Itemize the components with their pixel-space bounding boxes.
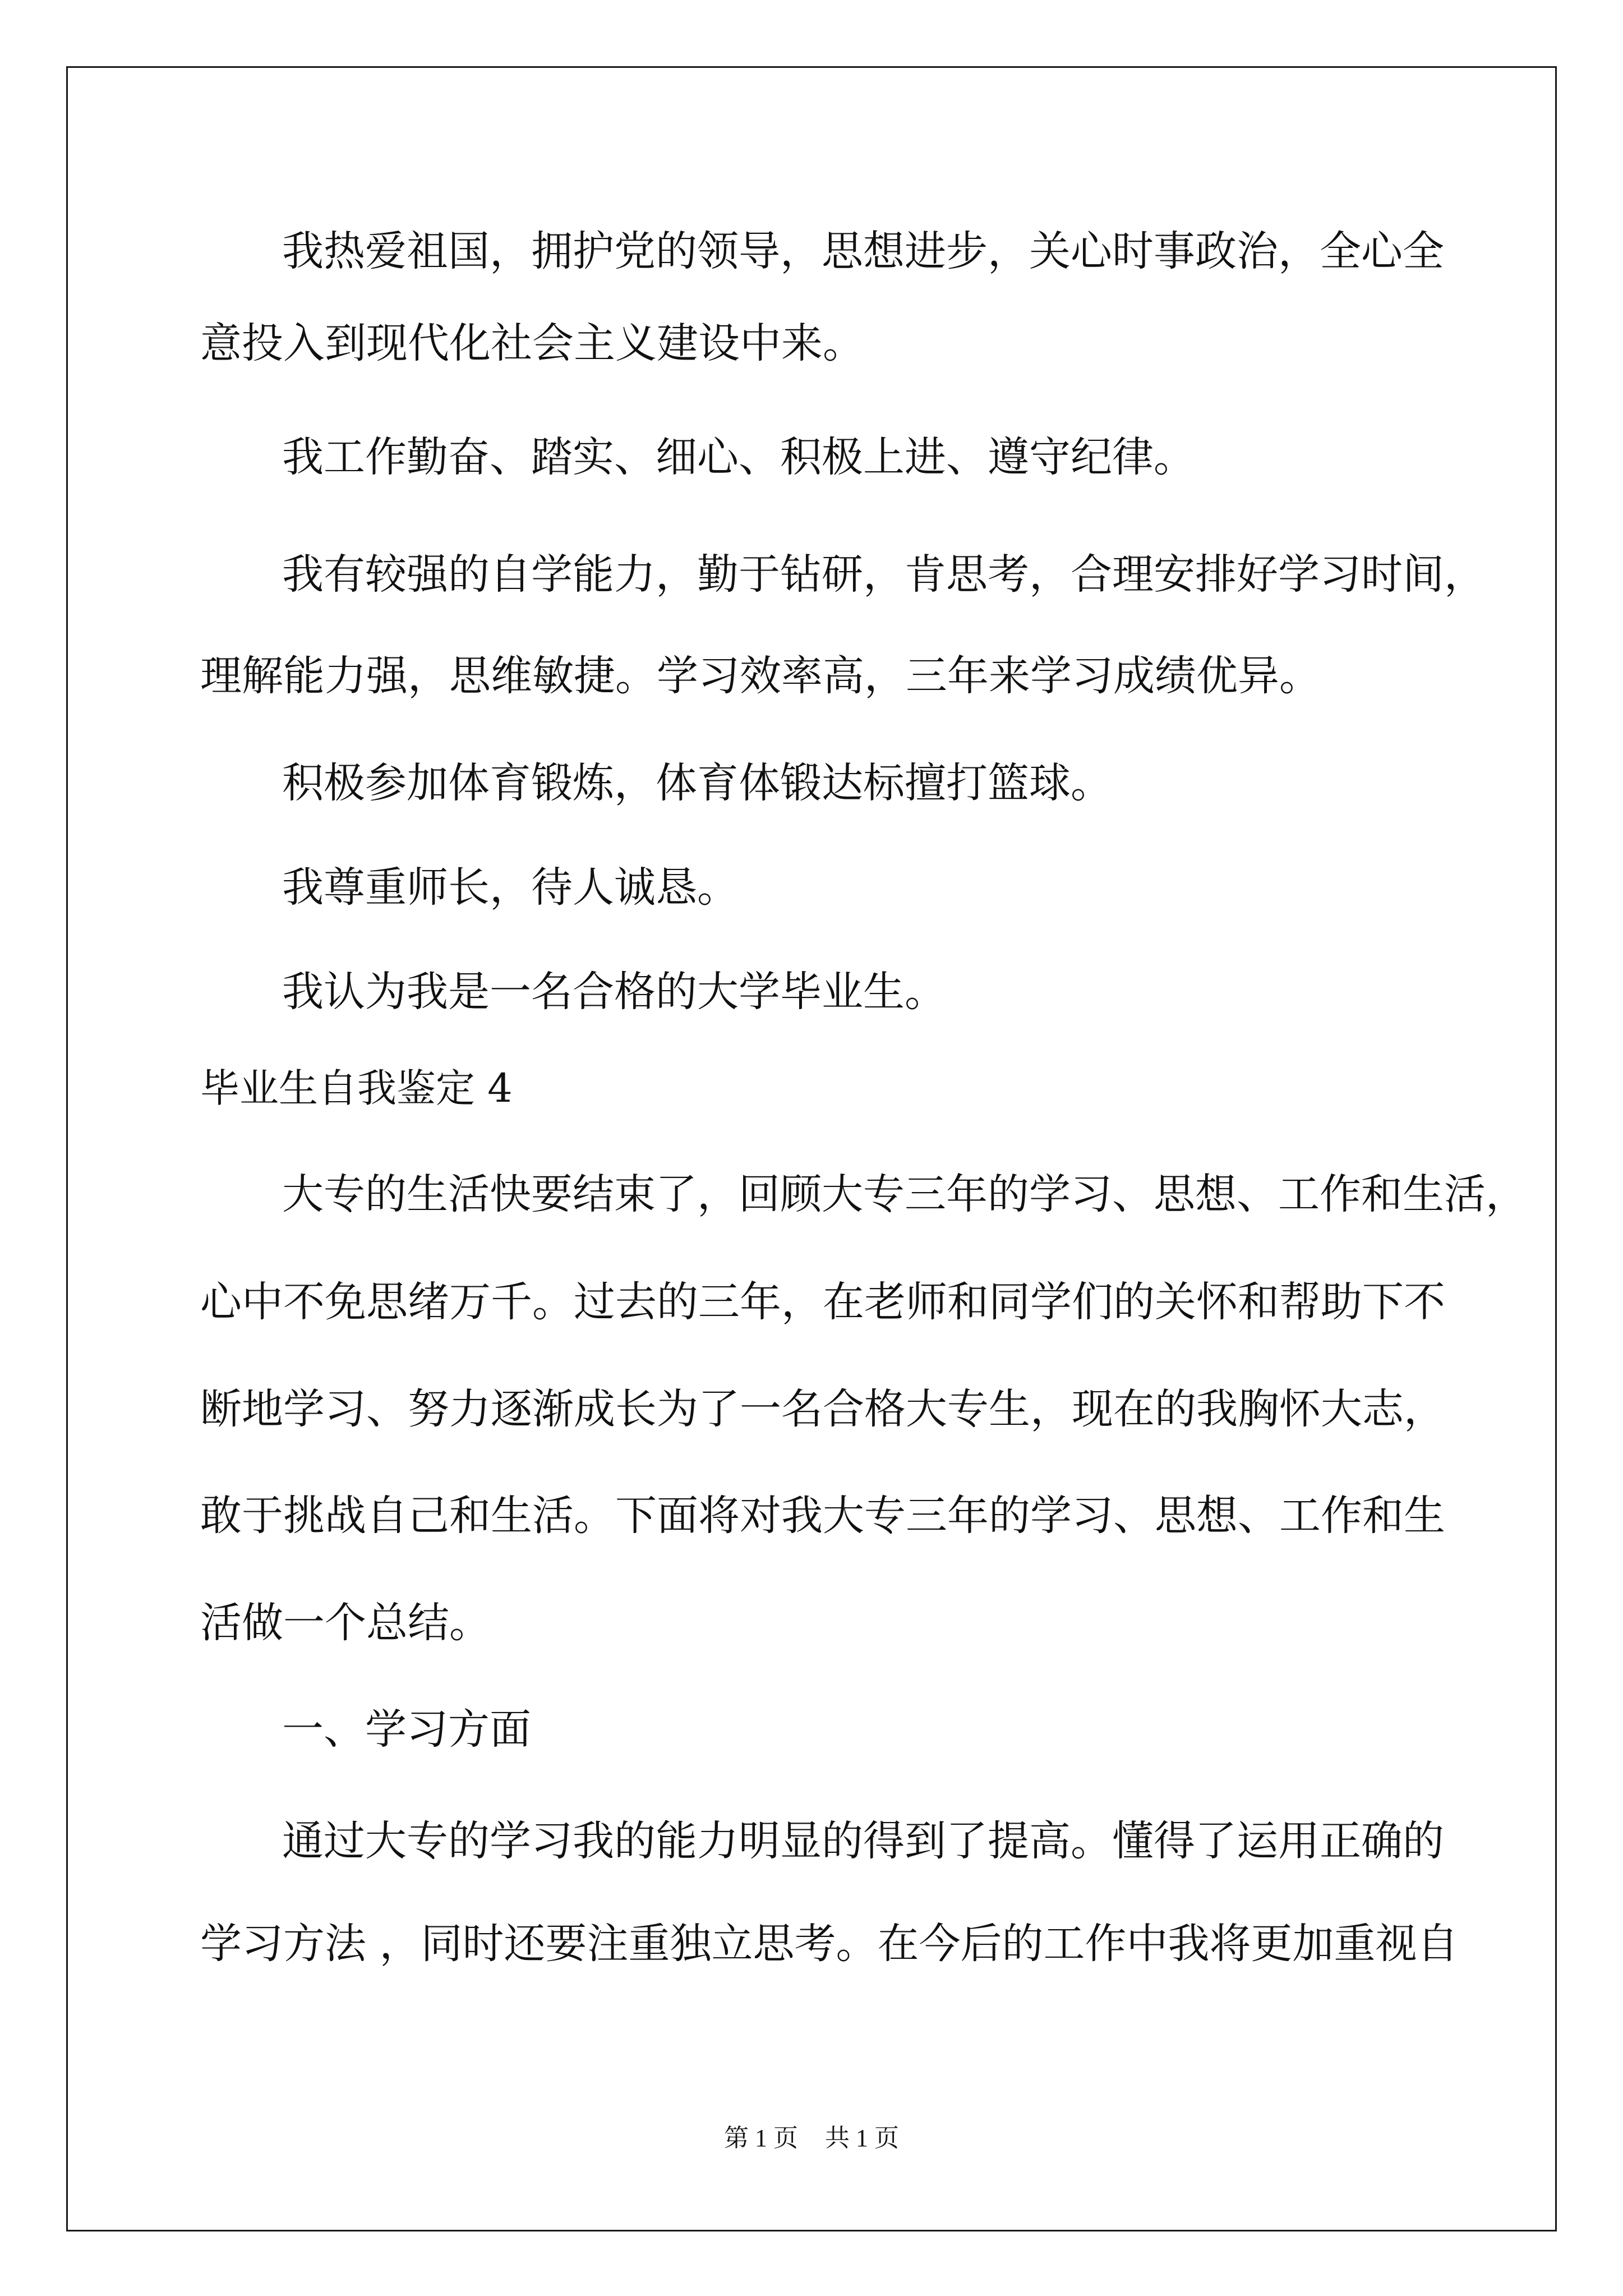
page-total: 共 1 页: [825, 2124, 899, 2152]
paragraph-line: 心中不免思绪万千。过去的三年，在老师和同学们的关怀和帮助下不: [200, 1278, 1445, 1326]
paragraph-line: 我工作勤奋、踏实、细心、积极上进、遵守纪律。: [282, 433, 1195, 481]
paragraph-line: 断地学习、努力逐渐成长为了一名合格大专生，现在的我胸怀大志，: [200, 1385, 1445, 1433]
paragraph-line: 我热爱祖国，拥护党的领导，思想进步，关心时事政治，全心全: [282, 227, 1444, 275]
paragraph-line: 积极参加体育锻炼，体育体锻达标擅打篮球。: [282, 759, 1112, 807]
paragraph-line: 通过大专的学习我的能力明显的得到了提高。懂得了运用正确的: [282, 1817, 1444, 1865]
paragraph-line: 我有较强的自学能力，勤于钻研，肯思考，合理安排好学习时间，: [282, 550, 1486, 599]
paragraph-line: 理解能力强，思维敏捷。学习效率高，三年来学习成绩优异。: [200, 652, 1321, 700]
paragraph-line: 意投入到现代化社会主义建设中来。: [200, 319, 864, 367]
paragraph-line: 我尊重师长，待人诚恳。: [282, 863, 739, 912]
page-border: [66, 66, 1557, 2231]
page-number: 第 1 页: [724, 2124, 798, 2152]
section-heading: 毕业生自我鉴定 4: [200, 1065, 513, 1111]
paragraph-line: 大专的生活快要结束了，回顾大专三年的学习、思想、工作和生活，: [282, 1170, 1527, 1218]
subsection-heading: 一、学习方面: [282, 1705, 531, 1754]
paragraph-line: 我认为我是一名合格的大学毕业生。: [282, 968, 946, 1016]
paragraph-line: 敢于挑战自己和生活。下面将对我大专三年的学习、思想、工作和生: [200, 1492, 1445, 1540]
paragraph-line: 学习方法 ，同时还要注重独立思考。在今后的工作中我将更加重视自: [200, 1920, 1459, 1968]
page-footer: [0, 2122, 1623, 2155]
paragraph-line: 活做一个总结。: [200, 1599, 491, 1647]
